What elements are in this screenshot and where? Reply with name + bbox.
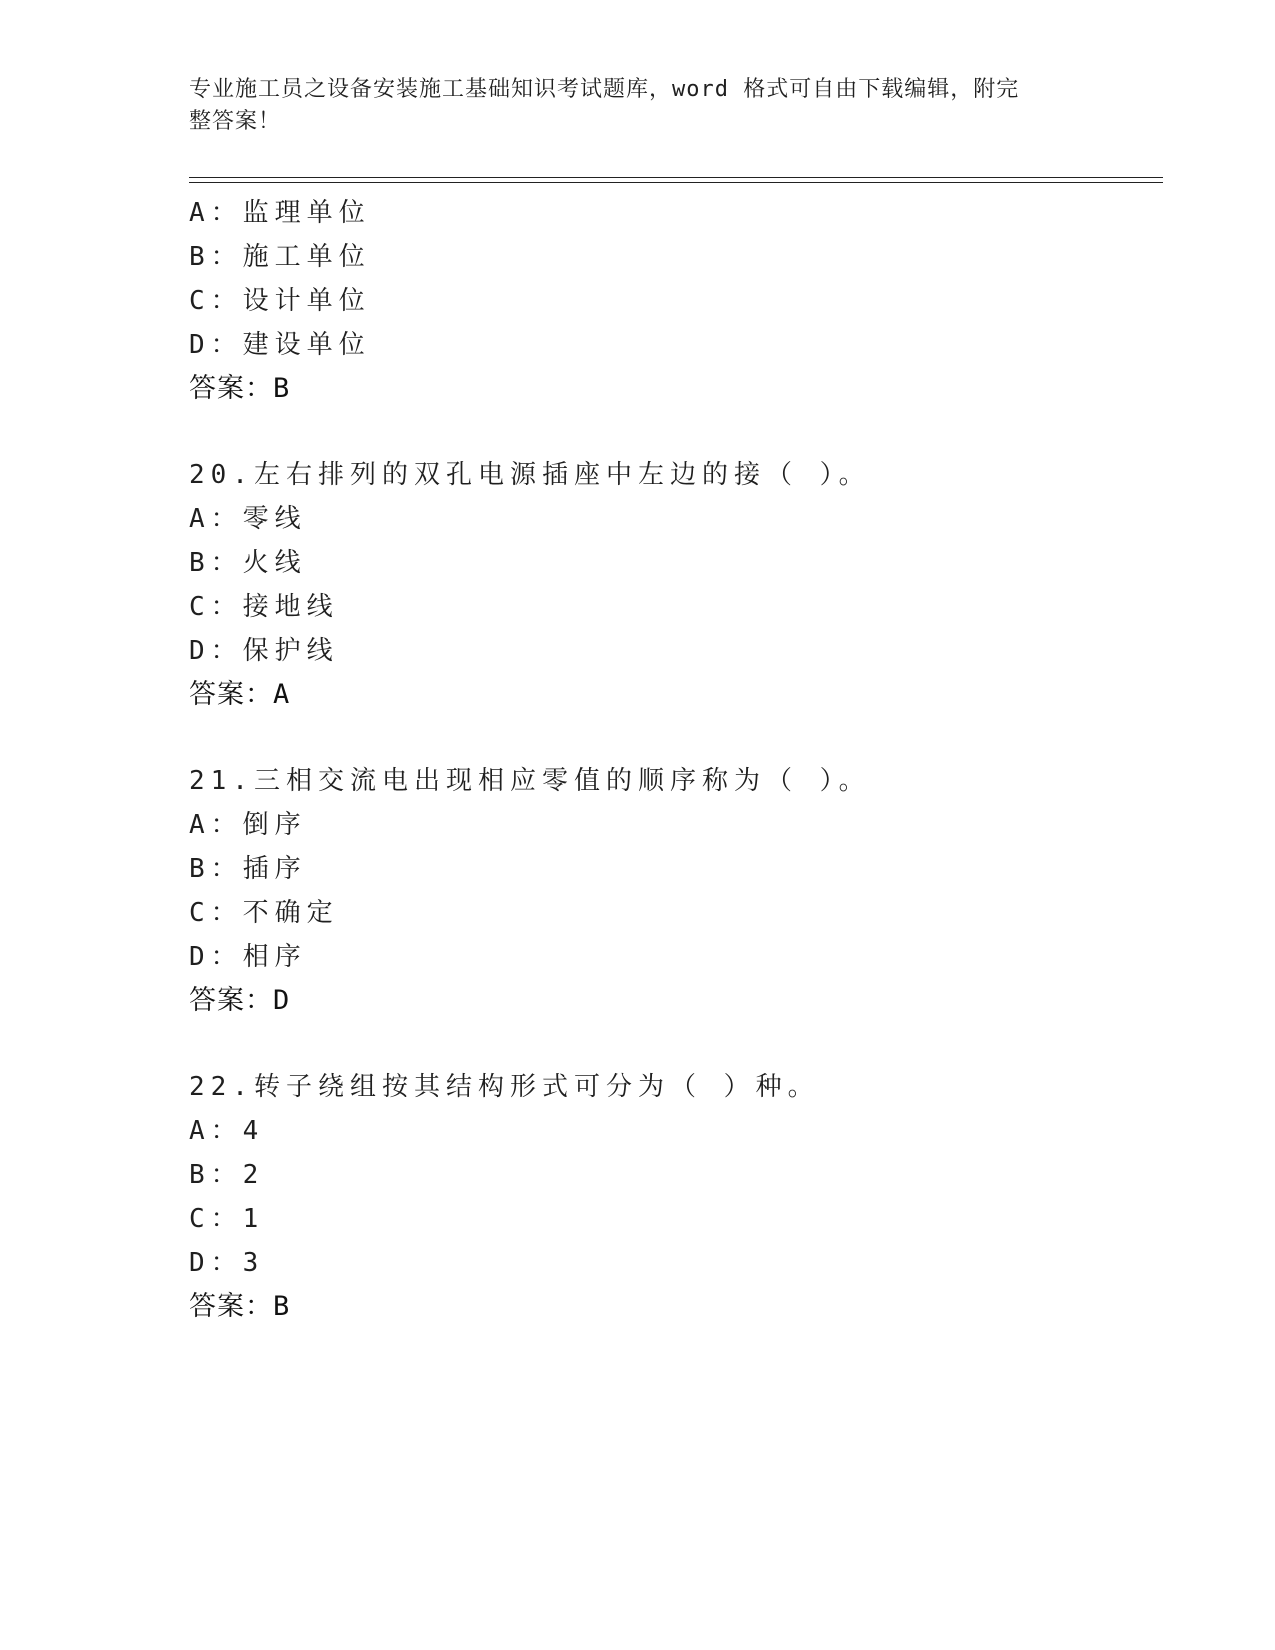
option-c: C：1	[189, 1204, 265, 1234]
option-c: C：接地线	[189, 592, 339, 622]
question-20: 20.左右排列的双孔电源插座中左边的接（ ）。	[189, 460, 871, 490]
option-d: D：建设单位	[189, 330, 371, 360]
option-b: B：2	[189, 1160, 265, 1190]
option-b: B：插序	[189, 854, 307, 884]
option-d: D：相序	[189, 942, 307, 972]
option-b: B：火线	[189, 548, 307, 578]
document-header	[189, 74, 1089, 138]
option-a: A：4	[189, 1116, 265, 1146]
option-c: C：设计单位	[189, 286, 371, 316]
answer-line: 答案：B	[189, 1291, 291, 1322]
question-22: 22.转子绕组按其结构形式可分为（ ）种。	[189, 1072, 820, 1102]
answer-line: 答案：B	[189, 373, 291, 404]
header-line-1: 专业施工员之设备安装施工基础知识考试题库，word 格式可自由下载编辑，附完	[189, 77, 1020, 102]
option-d: D：3	[189, 1248, 265, 1278]
question-21: 21.三相交流电出现相应零值的顺序称为（ ）。	[189, 766, 871, 796]
option-b: B：施工单位	[189, 242, 371, 272]
header-line-2: 整答案！	[189, 109, 282, 134]
answer-line: 答案：A	[189, 679, 291, 710]
option-c: C：不确定	[189, 898, 339, 928]
option-a: A：监理单位	[189, 198, 371, 228]
option-a: A：零线	[189, 504, 307, 534]
option-a: A：倒序	[189, 810, 307, 840]
answer-line: 答案：D	[189, 985, 291, 1016]
header-divider-top	[189, 177, 1163, 178]
option-d: D：保护线	[189, 636, 339, 666]
header-divider-bottom	[189, 182, 1163, 183]
